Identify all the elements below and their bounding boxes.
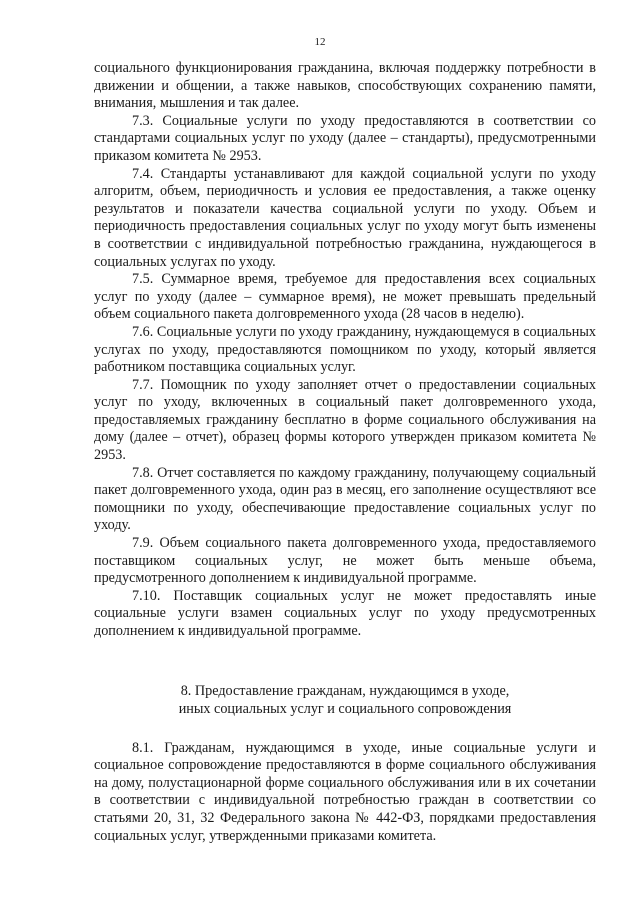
- document-body: [94, 60, 596, 845]
- page-number: 12: [314, 36, 326, 48]
- section-heading-line-1: 8. Предоставление гражданам, нуждающимся в уходе,: [180, 682, 510, 699]
- paragraph-7-9: 7.9. Объем социального пакета долговременного ухода, предоставляемого поставщиком социальных услуг, не может быть меньше объема, предусмотренного дополнением к индивидуальной программе.: [94, 535, 596, 587]
- paragraph-7-8: 7.8. Отчет составляется по каждому гражданину, получающему социальный пакет долговременного ухода, один раз в месяц, его заполнение осуществляют все помощники по уходу, обеспечивающие предоставление социальных услуг по уходу.: [94, 464, 596, 534]
- paragraph-continuation: социального функционирования гражданина, включая поддержку потребности в движении и общении, а также навыков, способствующих сохранению памяти, внимания, мышления и так далее.: [94, 60, 596, 112]
- paragraph-7-7: 7.7. Помощник по уходу заполняет отчет о предоставлении социальных услуг по уходу, включенных в социальный пакет долговременного ухода, предоставляемых гражданину бесплатно в форме социального обслуживания на дому (далее – отчет), образец формы которого утвержден приказом комитета № 2953.: [94, 376, 596, 464]
- paragraph-7-10: 7.10. Поставщик социальных услуг не может предоставлять иные социальные услуги взамен социальных услуг по уходу предусмотренных дополнением к индивидуальной программе.: [94, 587, 596, 639]
- paragraph-7-5: 7.5. Суммарное время, требуемое для предоставления всех социальных услуг по уходу (далее – суммарное время), не может превышать предельный объем социального пакета долговременного ухода (28 часов в неделю).: [94, 271, 596, 323]
- section-heading-line-2: иных социальных услуг и социального сопровождения: [178, 700, 512, 717]
- paragraph-7-4: 7.4. Стандарты устанавливают для каждой социальной услуги по уходу алгоритм, объем, периодичность и условия ее предоставления, а также оценку результатов и показатели качества социальной услуги по уходу. Объем и периодичность предоставления социальных услуг по уходу могут быть изменены в соответствии с индивидуальной потребностью гражданина, нуждающегося в социальных услугах по уходу.: [94, 165, 596, 270]
- paragraph-7-3: 7.3. Социальные услуги по уходу предоставляются в соответствии со стандартами социальных услуг по уходу (далее – стандарты), предусмотренными приказом комитета № 2953.: [94, 112, 596, 164]
- section-8-heading: [94, 682, 596, 718]
- paragraph-7-6: 7.6. Социальные услуги по уходу гражданину, нуждающемуся в социальных услугах по уходу, предоставляются помощником по уходу, который является работником поставщика социальных услуг.: [94, 323, 596, 376]
- paragraph-8-1: 8.1. Гражданам, нуждающимся в уходе, иные социальные услуги и социальное сопровождение предоставляются в форме социального обслуживания на дому, полустационарной форме социального обслуживания или в их сочетании в соответствии с индивидуальной потребностью граждан в соответствии со статьями 20, 31, 32 Федерального закона № 442-ФЗ, порядками предоставления социальных услуг, утвержденными приказами комитета.: [94, 739, 596, 844]
